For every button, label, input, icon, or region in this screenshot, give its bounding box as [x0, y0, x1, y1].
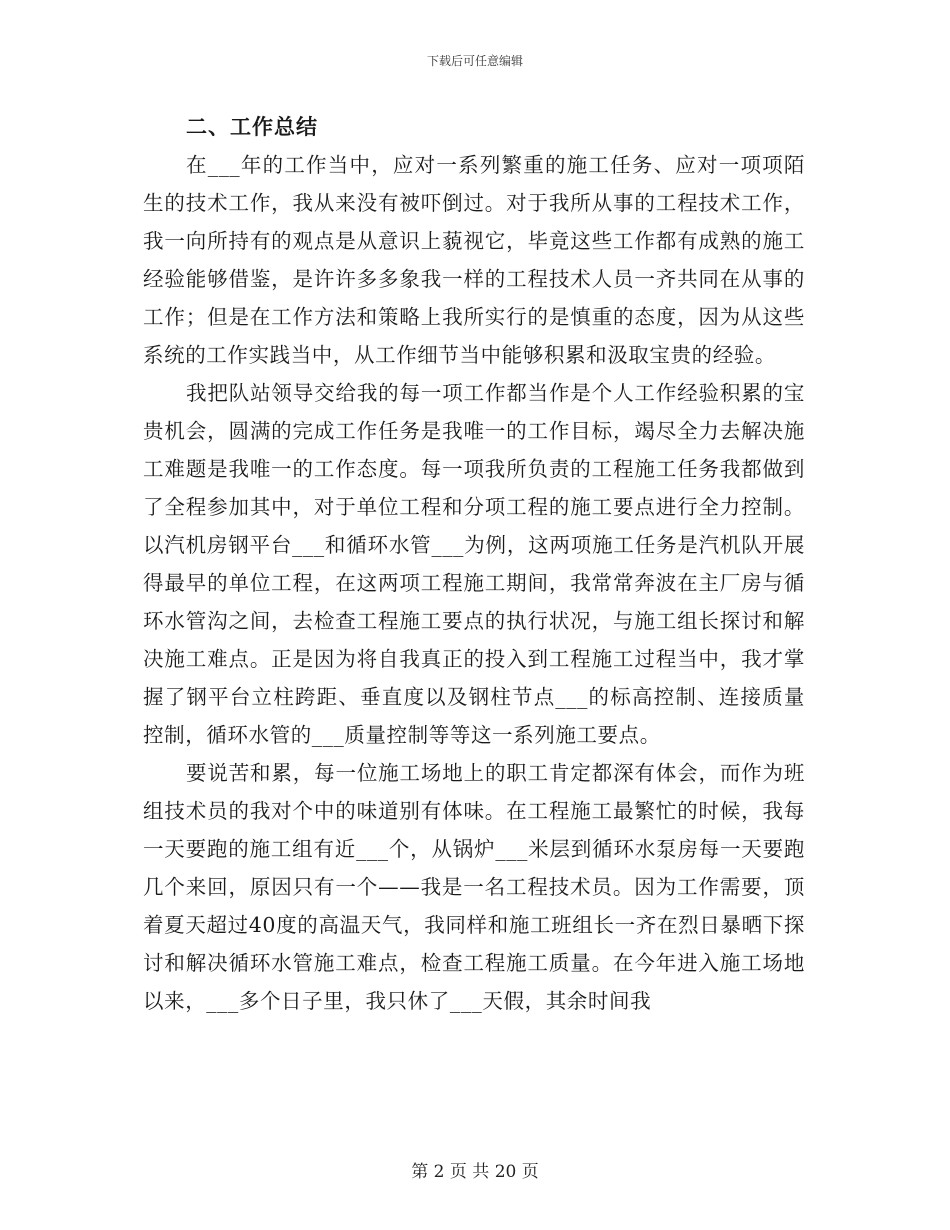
paragraph: 要说苦和累，每一位施工场地上的职工肯定都深有体会，而作为班组技术员的我对个中的味道别有体味。在工程施工最繁忙的时候，我每一天要跑的施工组有近___个，从锅炉___米层到循环水泵房每一天要跑几个来回，原因只有一个——我是一名工程技术员。因为工作需要，顶着夏天超过40度的高温天气，我同样和施工班组长一齐在烈日暴晒下探讨和解决循环水管施工难点，检查工程施工质量。在今年进入施工场地以来，___多个日子里，我只休了___天假，其余时间我: [143, 761, 805, 1013]
document-body: [143, 108, 805, 1020]
section-title: 二、工作总结: [186, 115, 318, 139]
paragraph: 我把队站领导交给我的每一项工作都当作是个人工作经验积累的宝贵机会，圆满的完成工作任务是我唯一的工作目标，竭尽全力去解决施工难题是我唯一的工作态度。每一项我所负责的工程施工任务我都做到了全程参加其中，对于单位工程和分项工程的施工要点进行全力控制。以汽机房钢平台___和循环水管___为例，这两项施工任务是汽机队开展得最早的单位工程，在这两项工程施工期间，我常常奔波在主厂房与循环水管沟之间，去检查工程施工要点的执行状况，与施工组长探讨和解决施工难点。正是因为将自我真正的投入到工程施工过程当中，我才掌握了钢平台立柱跨距、垂直度以及钢柱节点___的标高控制、连接质量控制，循环水管的___质量控制等等这一系列施工要点。: [143, 381, 805, 747]
page-footer: 第 2 页 共 20 页: [411, 1162, 539, 1182]
paragraph: 在___年的工作当中，应对一系列繁重的施工任务、应对一项项陌生的技术工作，我从来没有被吓倒过。对于我所从事的工程技术工作，我一向所持有的观点是从意识上藐视它，毕竟这些工作都有成熟的施工经验能够借鉴，是许许多多象我一样的工程技术人员一齐共同在从事的工作；但是在工作方法和策略上我所实行的是慎重的态度，因为从这些系统的工作实践当中，从工作细节当中能够积累和汲取宝贵的经验。: [143, 153, 805, 367]
header-note: 下载后可任意编辑: [426, 54, 523, 68]
